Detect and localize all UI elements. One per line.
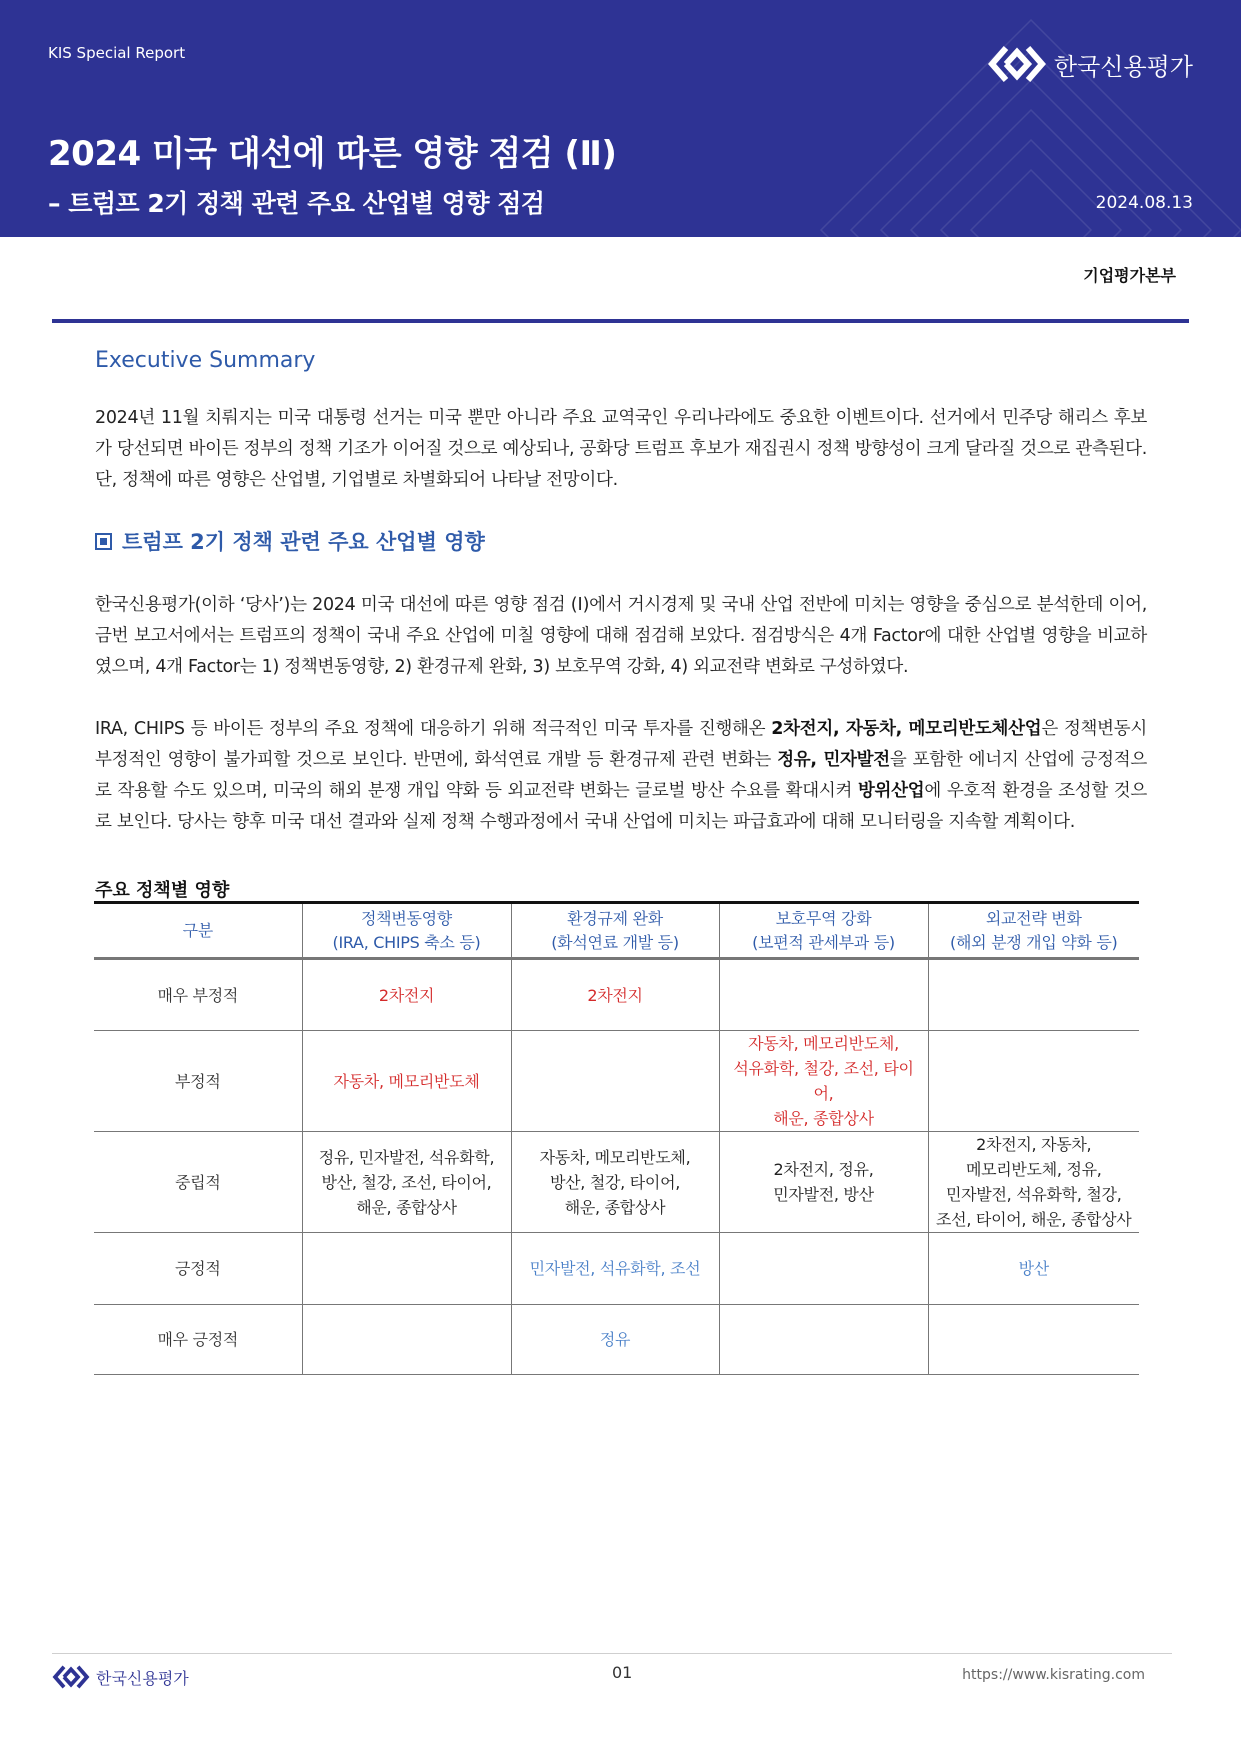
kis-logo-icon <box>52 1663 90 1691</box>
table-cell: 2차전지 <box>511 959 719 1031</box>
table-cell <box>719 1305 928 1375</box>
table-row <box>94 1031 1139 1132</box>
footer-brand-name: 한국신용평가 <box>96 1668 189 1688</box>
header-divider <box>52 319 1189 323</box>
table-header-row <box>94 903 1139 959</box>
table-row <box>94 1233 1139 1305</box>
header-category: 구분 <box>94 903 302 959</box>
row-label: 긍정적 <box>94 1233 302 1305</box>
table-cell <box>719 1233 928 1305</box>
footer-divider <box>52 1653 1172 1654</box>
row-label: 매우 긍정적 <box>94 1305 302 1375</box>
p3-bold-1: 2차전지, 자동차, 메모리반도체산업 <box>771 719 1042 739</box>
table-cell: 자동차, 메모리반도체, 석유화학, 철강, 조선, 타이어, 해운, 종합상사 <box>719 1031 928 1132</box>
table-cell <box>928 1305 1139 1375</box>
page-number: 01 <box>612 1663 633 1682</box>
table-cell: 2차전지, 자동차, 메모리반도체, 정유, 민자발전, 석유화학, 철강, 조선, 타이어, 해운, 종합상사 <box>928 1132 1139 1233</box>
footer-brand <box>52 1663 189 1691</box>
section-heading-text: 트럼프 2기 정책 관련 주요 산업별 영향 <box>122 530 485 554</box>
report-date: 2024.08.13 <box>1095 193 1193 213</box>
summary-paragraph-1: 2024년 11월 치뤄지는 미국 대통령 선거는 미국 뿐만 아니라 주요 교역국인 우리나라에도 중요한 이벤트이다. 선거에서 민주당 해리스 후보가 당선되면 바이든 정부의 정책 기조가 이어질 것으로 예상되나, 공화당 트럼프 후보가 재집권시 정책 방향성이 크게 달라질 것으로 관측된다. 단, 정책에 따른 영향은 산업별, 기업별로 차별화되어 나타날 전망이다. <box>95 408 1147 490</box>
table-cell: 방산 <box>928 1233 1139 1305</box>
p3-bold-3: 방위산업 <box>857 781 925 801</box>
table-row <box>94 959 1139 1031</box>
report-subtitle: – 트럼프 2기 정책 관련 주요 산업별 영향 점검 <box>48 189 545 218</box>
section-heading <box>95 526 485 556</box>
p3-text-3: 을 포함한 에너지 산업에 긍정적으로 작용할 수도 있으며, 미국의 해외 분쟁 개입 약화 등 외교전략 변화는 글로벌 방산 수요를 확대시켜 <box>95 750 1147 801</box>
report-title: 2024 미국 대선에 따른 영향 점검 (Ⅱ) <box>48 134 617 174</box>
executive-summary-heading: Executive Summary <box>95 348 316 373</box>
table-cell: 자동차, 메모리반도체 <box>302 1031 511 1132</box>
table-cell <box>928 959 1139 1031</box>
brand-name: 한국신용평가 <box>1053 52 1193 81</box>
kis-logo-icon <box>988 42 1046 86</box>
table-cell: 자동차, 메모리반도체, 방산, 철강, 타이어, 해운, 종합상사 <box>511 1132 719 1233</box>
table-cell: 민자발전, 석유화학, 조선 <box>511 1233 719 1305</box>
series-label: KIS Special Report <box>48 44 186 62</box>
summary-paragraph-3 <box>95 714 1147 838</box>
brand-logo <box>988 42 1193 86</box>
table-cell <box>302 1305 511 1375</box>
summary-paragraph-2: 한국신용평가(이하 ‘당사’)는 2024 미국 대선에 따른 영향 점검 (Ⅰ)에서 거시경제 및 국내 산업 전반에 미치는 영향을 중심으로 분석한데 이어, 금번 보고서에서는 트럼프의 정책이 국내 주요 산업에 미칠 영향에 대해 점검해 보았다. 점검방식은 4개 Factor에 대한 산업별 영향을 비교하였으며, 4개 Factor는 1) 정책변동영향, 2) 환경규제 완화, 3) 보호무역 강화, 4) 외교전략 변화로 구성하였다. <box>95 595 1147 677</box>
header-policy-change: 정책변동영향 (IRA, CHIPS 축소 등) <box>302 903 511 959</box>
table-cell: 정유 <box>511 1305 719 1375</box>
table-cell <box>511 1031 719 1132</box>
table-cell <box>302 1233 511 1305</box>
row-label: 부정적 <box>94 1031 302 1132</box>
department-label: 기업평가본부 <box>1083 266 1176 285</box>
header-banner <box>0 0 1241 237</box>
p3-text-2: 은 정책변동시 부정적인 영향이 불가피할 것으로 보인다. 반면에, 화석연료 개발 등 환경규제 관련 변화는 <box>95 719 1147 770</box>
table-cell: 2차전지 <box>302 959 511 1031</box>
header-env-deregulation: 환경규제 완화 (화석연료 개발 등) <box>511 903 719 959</box>
policy-impact-table <box>94 901 1139 1375</box>
header-diplomacy-shift: 외교전략 변화 (해외 분쟁 개입 약화 등) <box>928 903 1139 959</box>
square-bullet-icon <box>95 533 112 550</box>
table-row <box>94 1305 1139 1375</box>
row-label: 중립적 <box>94 1132 302 1233</box>
table-cell <box>719 959 928 1031</box>
table-cell: 정유, 민자발전, 석유화학, 방산, 철강, 조선, 타이어, 해운, 종합상사 <box>302 1132 511 1233</box>
p3-text-4: 에 우호적 환경을 조성할 것으로 보인다. 당사는 향후 미국 대선 결과와 실제 정책 수행과정에서 국내 산업에 미치는 파급효과에 대해 모니터링을 지속할 계획이다. <box>95 781 1148 832</box>
row-label: 매우 부정적 <box>94 959 302 1031</box>
footer-url[interactable]: https://www.kisrating.com <box>962 1667 1145 1683</box>
p3-text-1: IRA, CHIPS 등 바이든 정부의 주요 정책에 대응하기 위해 적극적인 미국 투자를 진행해온 <box>95 719 772 739</box>
header-protectionism: 보호무역 강화 (보편적 관세부과 등) <box>719 903 928 959</box>
table-row <box>94 1132 1139 1233</box>
table-cell: 2차전지, 정유, 민자발전, 방산 <box>719 1132 928 1233</box>
p3-bold-2: 정유, 민자발전 <box>777 750 890 770</box>
table-cell <box>928 1031 1139 1132</box>
table-caption: 주요 정책별 영향 <box>95 880 230 901</box>
